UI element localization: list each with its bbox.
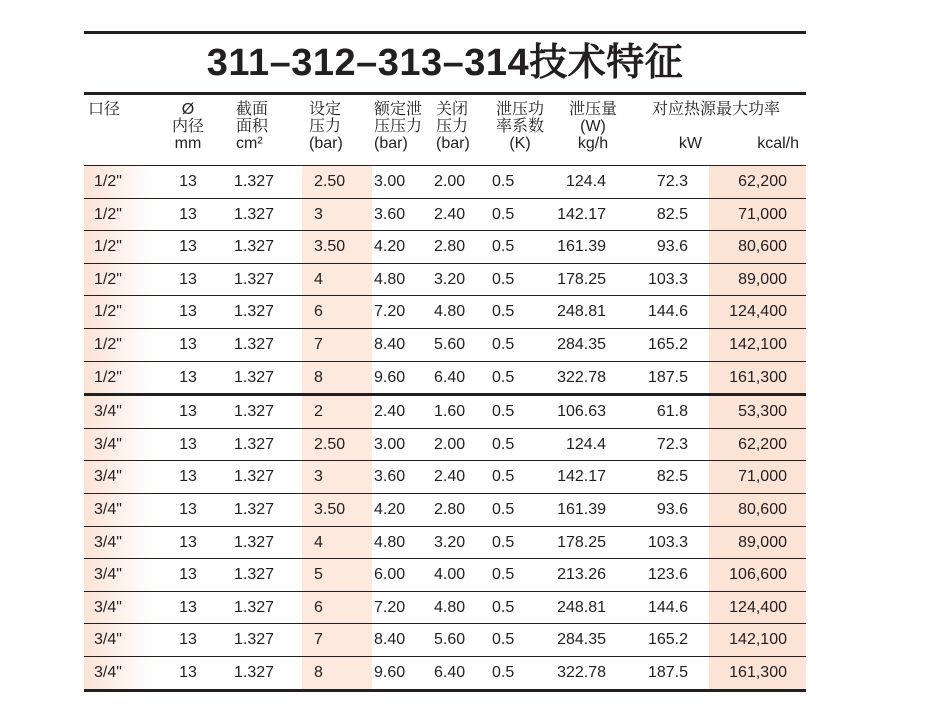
header-size-label: 口径 [88, 101, 121, 118]
cell-diameter: 13 [179, 270, 197, 288]
header-coefficient-unit: (K) [509, 135, 531, 152]
cell-kw: 93.6 [656, 500, 688, 518]
cell-diameter: 13 [179, 335, 197, 353]
cell-close-pressure: 2.00 [434, 173, 466, 190]
header-rated-pressure [374, 101, 422, 152]
cell-kcal: 161,300 [729, 663, 787, 681]
spec-sheet [84, 31, 806, 692]
cell-rated-pressure: 4.20 [374, 500, 406, 518]
cell-rated-pressure: 7.20 [374, 303, 406, 321]
cell-close-pressure: 3.20 [434, 533, 466, 551]
cell-size: 3/4" [94, 468, 122, 486]
cell-size: 1/2" [94, 303, 122, 321]
cell-set-pressure: 3.50 [314, 500, 346, 518]
cell-kcal: 142,100 [729, 631, 787, 649]
cell-area: 1.327 [234, 303, 275, 321]
cell-kcal: 71,000 [738, 205, 787, 223]
cell-discharge: 178.25 [557, 533, 606, 551]
header-discharge-unit: kg/h [577, 135, 609, 152]
cell-size: 3/4" [94, 566, 122, 584]
cell-diameter: 13 [179, 205, 197, 223]
cell-coefficient: 0.5 [492, 663, 515, 681]
cell-kcal: 124,400 [729, 303, 787, 321]
header-rated-pressure-line1: 额定泄 [374, 101, 423, 118]
cell-discharge: 248.81 [557, 598, 606, 616]
cell-discharge: 124.4 [565, 173, 606, 190]
cell-rated-pressure: 2.40 [374, 403, 406, 421]
cell-discharge: 284.35 [557, 631, 606, 649]
cell-discharge: 322.78 [557, 368, 606, 386]
cell-coefficient: 0.5 [492, 173, 515, 190]
cell-area: 1.327 [234, 598, 275, 616]
cell-coefficient: 0.5 [492, 303, 515, 321]
cell-rated-pressure: 3.60 [374, 468, 406, 486]
cell-area: 1.327 [234, 335, 275, 353]
cell-kcal: 62,200 [738, 435, 787, 453]
cell-diameter: 13 [179, 533, 197, 551]
cell-kcal: 124,400 [729, 598, 787, 616]
table-row [84, 526, 806, 559]
table-row [84, 328, 806, 361]
cell-diameter: 13 [179, 173, 197, 190]
header-close-pressure-unit: (bar) [436, 135, 470, 152]
cell-area: 1.327 [234, 631, 275, 649]
header-area [236, 101, 268, 152]
header-set-pressure-unit: (bar) [309, 135, 343, 152]
cell-coefficient: 0.5 [492, 500, 515, 518]
cell-area: 1.327 [234, 368, 275, 386]
cell-set-pressure: 3 [314, 205, 323, 223]
table-row [84, 198, 806, 231]
header-close-pressure [436, 101, 470, 152]
cell-kcal: 142,100 [729, 335, 787, 353]
cell-close-pressure: 6.40 [434, 368, 466, 386]
header-set-pressure [309, 101, 343, 152]
cell-diameter: 13 [179, 598, 197, 616]
table-row [84, 263, 806, 296]
cell-rated-pressure: 3.00 [374, 435, 406, 453]
cell-set-pressure: 5 [314, 566, 323, 584]
cell-area: 1.327 [234, 238, 275, 256]
cell-area: 1.327 [234, 500, 275, 518]
cell-kcal: 106,600 [729, 566, 787, 584]
cell-close-pressure: 2.00 [434, 435, 466, 453]
cell-kw: 187.5 [647, 368, 688, 386]
cell-kcal: 80,600 [738, 500, 787, 518]
cell-kw: 123.6 [647, 566, 688, 584]
header-area-unit: cm² [236, 135, 263, 152]
cell-discharge: 142.17 [557, 468, 606, 486]
cell-close-pressure: 6.40 [434, 663, 466, 681]
cell-kw: 72.3 [656, 435, 688, 453]
cell-size: 1/2" [94, 335, 122, 353]
cell-size: 1/2" [94, 173, 122, 190]
cell-discharge: 161.39 [557, 500, 606, 518]
cell-set-pressure: 7 [314, 631, 323, 649]
cell-discharge: 142.17 [557, 205, 606, 223]
cell-set-pressure: 6 [314, 303, 323, 321]
cell-discharge: 178.25 [557, 270, 606, 288]
cell-close-pressure: 2.80 [434, 238, 466, 256]
cell-set-pressure: 8 [314, 663, 323, 681]
cell-close-pressure: 2.80 [434, 500, 466, 518]
cell-area: 1.327 [234, 205, 275, 223]
cell-diameter: 13 [179, 435, 197, 453]
header-coefficient-line2: 率系数 [495, 118, 544, 135]
cell-discharge: 106.63 [557, 403, 606, 421]
cell-set-pressure: 3 [314, 468, 323, 486]
cell-coefficient: 0.5 [492, 631, 515, 649]
cell-close-pressure: 4.80 [434, 303, 466, 321]
cell-coefficient: 0.5 [492, 435, 515, 453]
table-body [84, 165, 806, 689]
cell-kw: 187.5 [647, 663, 688, 681]
cell-close-pressure: 2.40 [434, 205, 466, 223]
cell-kw: 103.3 [647, 533, 688, 551]
header-set-pressure-line2: 压力 [309, 118, 342, 135]
cell-diameter: 13 [179, 631, 197, 649]
table-row [84, 428, 806, 461]
bottom-rule [84, 689, 806, 692]
cell-size: 1/2" [94, 270, 122, 288]
cell-rated-pressure: 4.20 [374, 238, 406, 256]
header-coefficient-line1: 泄压功 [495, 101, 544, 118]
cell-rated-pressure: 4.80 [374, 270, 406, 288]
cell-diameter: 13 [179, 566, 197, 584]
cell-kw: 72.3 [656, 173, 688, 190]
cell-discharge: 161.39 [557, 238, 606, 256]
cell-set-pressure: 4 [314, 533, 323, 551]
cell-kcal: 80,600 [738, 238, 787, 256]
cell-diameter: 13 [179, 368, 197, 386]
cell-size: 1/2" [94, 238, 122, 256]
table-row [84, 230, 806, 263]
cell-coefficient: 0.5 [492, 368, 515, 386]
cell-discharge: 124.4 [565, 435, 606, 453]
cell-area: 1.327 [234, 533, 275, 551]
header-close-pressure-line2: 压力 [436, 118, 469, 135]
cell-set-pressure: 2 [314, 403, 323, 421]
data-table [84, 165, 806, 689]
cell-size: 1/2" [94, 205, 122, 223]
header-size [88, 101, 120, 118]
cell-kw: 82.5 [656, 468, 688, 486]
cell-size: 3/4" [94, 403, 122, 421]
cell-set-pressure: 2.50 [314, 173, 346, 190]
cell-area: 1.327 [234, 435, 275, 453]
table-row [84, 361, 806, 394]
cell-discharge: 322.78 [557, 663, 606, 681]
header-discharge-line2: (W) [580, 118, 606, 135]
header-discharge [562, 101, 624, 152]
cell-area: 1.327 [234, 663, 275, 681]
cell-diameter: 13 [179, 663, 197, 681]
cell-kw: 103.3 [647, 270, 688, 288]
header-rated-pressure-line2: 压压力 [374, 118, 423, 135]
cell-kcal: 71,000 [738, 468, 787, 486]
cell-close-pressure: 4.00 [434, 566, 466, 584]
cell-kw: 82.5 [656, 205, 688, 223]
header-set-pressure-line1: 设定 [309, 101, 342, 118]
cell-diameter: 13 [179, 403, 197, 421]
cell-area: 1.327 [234, 468, 275, 486]
header-diameter-symbol: Ø [181, 101, 195, 118]
cell-size: 3/4" [94, 631, 122, 649]
header-close-pressure-line1: 关闭 [436, 101, 469, 118]
cell-discharge: 248.81 [557, 303, 606, 321]
cell-close-pressure: 3.20 [434, 270, 466, 288]
cell-rated-pressure: 9.60 [374, 368, 406, 386]
cell-area: 1.327 [234, 403, 275, 421]
header-diameter-label: 内径 [171, 118, 204, 135]
page-title: 311–312–313–314技术特征 [206, 42, 684, 84]
table-row [84, 393, 806, 428]
cell-rated-pressure: 9.60 [374, 663, 406, 681]
header-discharge-line1: 泄压量 [568, 101, 617, 118]
table-row [84, 591, 806, 624]
cell-discharge: 284.35 [557, 335, 606, 353]
cell-close-pressure: 5.60 [434, 335, 466, 353]
cell-coefficient: 0.5 [492, 335, 515, 353]
header-area-line2: 面积 [236, 118, 269, 135]
table-row [84, 623, 806, 656]
cell-kcal: 89,000 [738, 270, 787, 288]
cell-area: 1.327 [234, 566, 275, 584]
cell-area: 1.327 [234, 270, 275, 288]
cell-coefficient: 0.5 [492, 205, 515, 223]
cell-rated-pressure: 3.60 [374, 205, 406, 223]
cell-close-pressure: 2.40 [434, 468, 466, 486]
header-max-power [652, 101, 780, 118]
cell-size: 3/4" [94, 500, 122, 518]
header-max-power-label: 对应热源最大功率 [652, 101, 781, 118]
cell-kcal: 89,000 [738, 533, 787, 551]
cell-close-pressure: 1.60 [434, 403, 466, 421]
cell-rated-pressure: 3.00 [374, 173, 406, 190]
cell-rated-pressure: 4.80 [374, 533, 406, 551]
cell-coefficient: 0.5 [492, 403, 515, 421]
cell-rated-pressure: 8.40 [374, 335, 406, 353]
cell-diameter: 13 [179, 500, 197, 518]
cell-close-pressure: 4.80 [434, 598, 466, 616]
cell-close-pressure: 5.60 [434, 631, 466, 649]
header-kw-unit: kW [678, 135, 702, 152]
cell-kcal: 161,300 [729, 368, 787, 386]
cell-size: 3/4" [94, 598, 122, 616]
table-header [84, 95, 806, 165]
table-row [84, 656, 806, 689]
table-row [84, 558, 806, 591]
cell-kw: 144.6 [647, 303, 688, 321]
cell-kw: 165.2 [647, 335, 688, 353]
header-diameter [164, 101, 212, 152]
table-row [84, 295, 806, 328]
cell-kcal: 62,200 [738, 173, 787, 190]
cell-coefficient: 0.5 [492, 566, 515, 584]
cell-set-pressure: 8 [314, 368, 323, 386]
cell-rated-pressure: 6.00 [374, 566, 406, 584]
cell-discharge: 213.26 [557, 566, 606, 584]
table-row [84, 493, 806, 526]
cell-coefficient: 0.5 [492, 598, 515, 616]
cell-kw: 61.8 [656, 403, 688, 421]
header-rated-pressure-unit: (bar) [374, 135, 408, 152]
cell-size: 3/4" [94, 435, 122, 453]
table-row [84, 460, 806, 493]
cell-rated-pressure: 7.20 [374, 598, 406, 616]
cell-coefficient: 0.5 [492, 238, 515, 256]
cell-diameter: 13 [179, 238, 197, 256]
cell-diameter: 13 [179, 468, 197, 486]
header-kcal [714, 135, 799, 152]
header-diameter-unit: mm [174, 135, 202, 152]
header-coefficient [488, 101, 552, 152]
cell-kw: 165.2 [647, 631, 688, 649]
cell-set-pressure: 6 [314, 598, 323, 616]
cell-size: 3/4" [94, 533, 122, 551]
cell-set-pressure: 2.50 [314, 435, 346, 453]
cell-coefficient: 0.5 [492, 533, 515, 551]
cell-rated-pressure: 8.40 [374, 631, 406, 649]
header-kw [640, 135, 702, 152]
cell-set-pressure: 7 [314, 335, 323, 353]
header-area-line1: 截面 [236, 101, 269, 118]
cell-coefficient: 0.5 [492, 468, 515, 486]
cell-set-pressure: 4 [314, 270, 323, 288]
cell-kw: 93.6 [656, 238, 688, 256]
cell-kcal: 53,300 [738, 403, 787, 421]
cell-set-pressure: 3.50 [314, 238, 346, 256]
cell-diameter: 13 [179, 303, 197, 321]
cell-area: 1.327 [234, 173, 275, 190]
cell-coefficient: 0.5 [492, 270, 515, 288]
cell-kw: 144.6 [647, 598, 688, 616]
header-kcal-unit: kcal/h [757, 135, 799, 152]
cell-size: 1/2" [94, 368, 122, 386]
cell-size: 3/4" [94, 663, 122, 681]
table-row [84, 165, 806, 198]
